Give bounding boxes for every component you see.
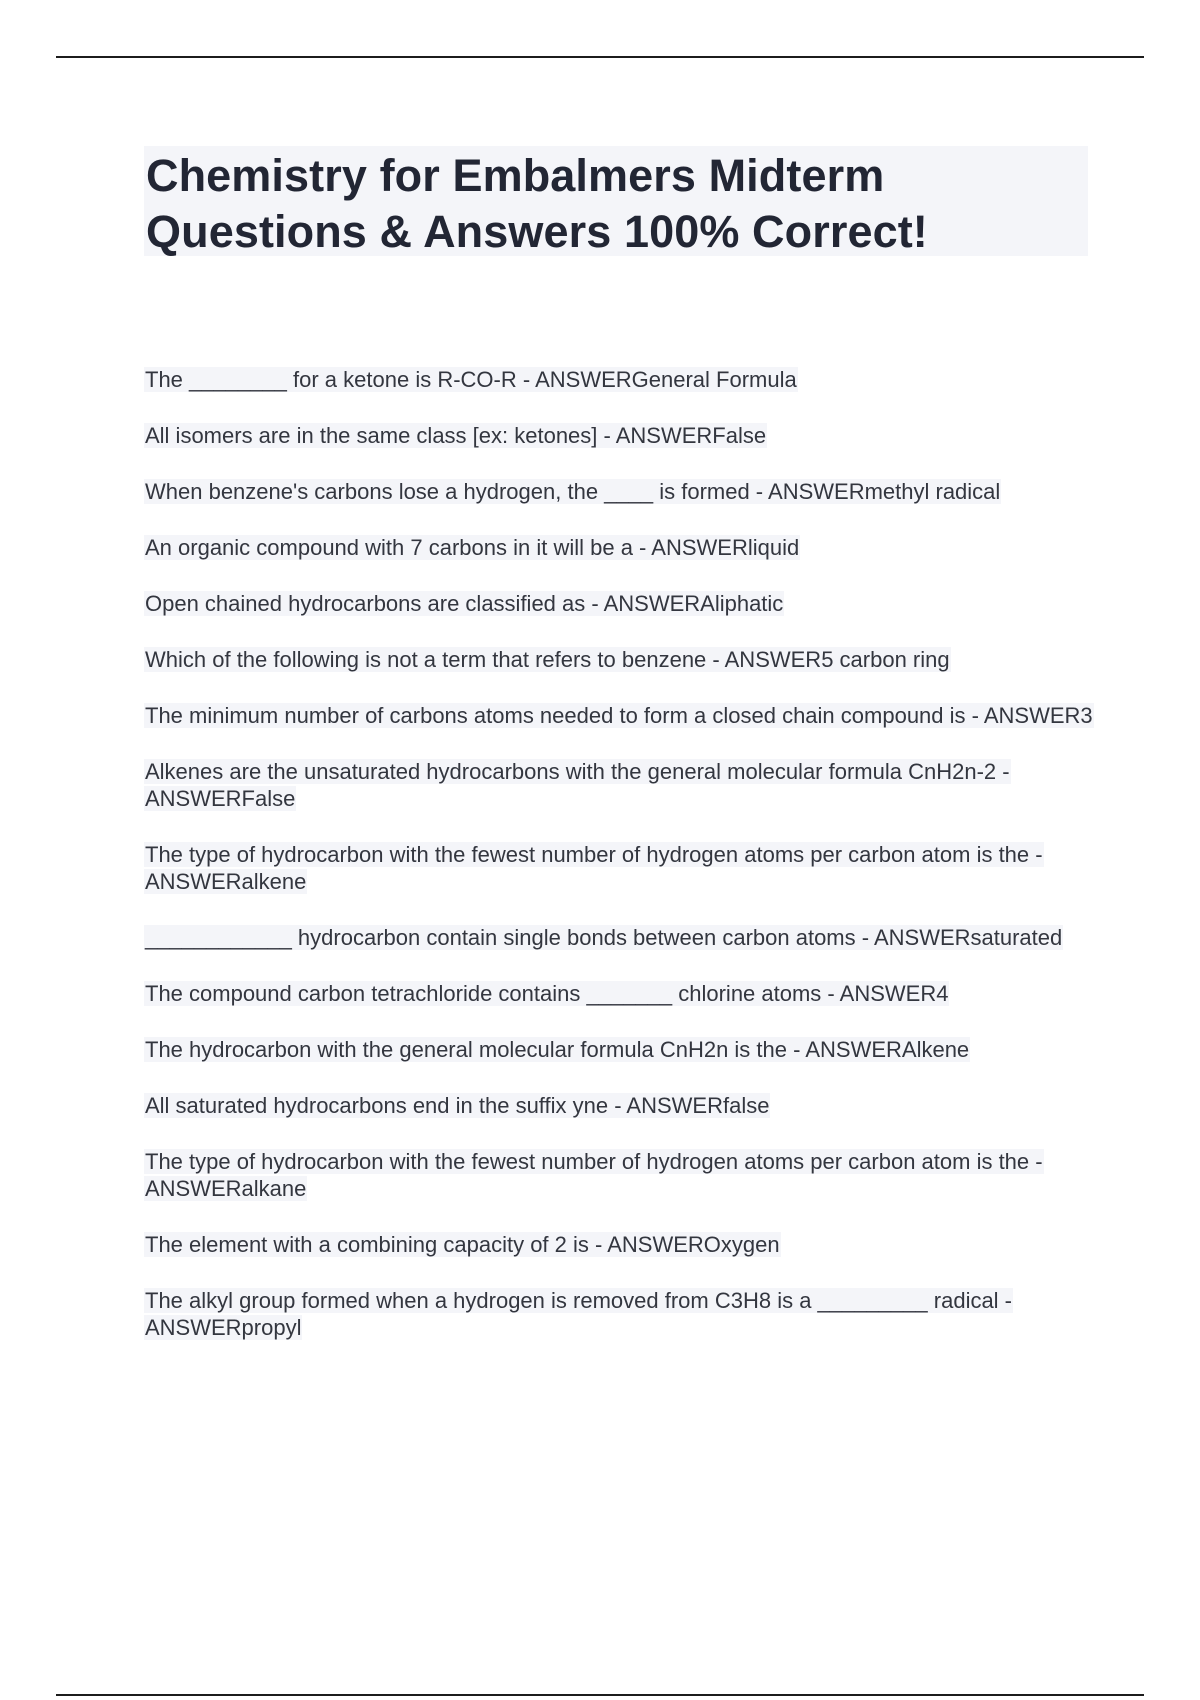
qa-item — [144, 980, 1094, 1007]
qa-item — [144, 1036, 1094, 1063]
qa-item — [144, 366, 1094, 393]
qa-text: An organic compound with 7 carbons in it will be a - ANSWERliquid — [145, 535, 800, 560]
top-rule — [56, 56, 1144, 58]
question-answer-list — [144, 366, 1094, 1370]
document-title — [144, 146, 1088, 256]
qa-text: The type of hydrocarbon with the fewest number of hydrogen atoms per carbon atom is the - ANSWERalkene — [145, 842, 1043, 894]
qa-item — [144, 924, 1094, 951]
qa-text: The element with a combining capacity of 2 is - ANSWEROxygen — [145, 1232, 780, 1257]
qa-item — [144, 646, 1094, 673]
qa-text: The alkyl group formed when a hydrogen is removed from C3H8 is a _________ radical - ANSWERpropyl — [145, 1288, 1013, 1340]
qa-text: The compound carbon tetrachloride contains _______ chlorine atoms - ANSWER4 — [145, 981, 949, 1006]
qa-text: Which of the following is not a term that refers to benzene - ANSWER5 carbon ring — [145, 647, 950, 672]
qa-text: The type of hydrocarbon with the fewest number of hydrogen atoms per carbon atom is the - ANSWERalkane — [145, 1149, 1043, 1201]
title-line-2: Questions & Answers 100% Correct! — [146, 206, 928, 257]
qa-item — [144, 841, 1094, 895]
bottom-rule — [56, 1694, 1144, 1696]
qa-text: Open chained hydrocarbons are classified as - ANSWERAliphatic — [145, 591, 784, 616]
qa-item — [144, 1148, 1094, 1202]
qa-text: The minimum number of carbons atoms needed to form a closed chain compound is - ANSWER3 — [145, 703, 1093, 728]
qa-item — [144, 1287, 1094, 1341]
qa-item — [144, 702, 1094, 729]
qa-text: When benzene's carbons lose a hydrogen, the ____ is formed - ANSWERmethyl radical — [145, 479, 1001, 504]
qa-item — [144, 590, 1094, 617]
qa-text: The hydrocarbon with the general molecular formula CnH2n is the - ANSWERAlkene — [145, 1037, 970, 1062]
qa-text: All saturated hydrocarbons end in the suffix yne - ANSWERfalse — [145, 1093, 770, 1118]
qa-item — [144, 758, 1094, 812]
qa-item — [144, 1092, 1094, 1119]
title-line-1: Chemistry for Embalmers Midterm — [146, 150, 885, 201]
qa-text: Alkenes are the unsaturated hydrocarbons with the general molecular formula CnH2n-2 - ANSWERFalse — [145, 759, 1010, 811]
qa-item — [144, 534, 1094, 561]
qa-text: The ________ for a ketone is R-CO-R - ANSWERGeneral Formula — [145, 367, 797, 392]
qa-text: All isomers are in the same class [ex: ketones] - ANSWERFalse — [145, 423, 767, 448]
qa-item — [144, 478, 1094, 505]
qa-item — [144, 1231, 1094, 1258]
qa-text: ____________ hydrocarbon contain single bonds between carbon atoms - ANSWERsaturated — [145, 925, 1063, 950]
qa-item — [144, 422, 1094, 449]
